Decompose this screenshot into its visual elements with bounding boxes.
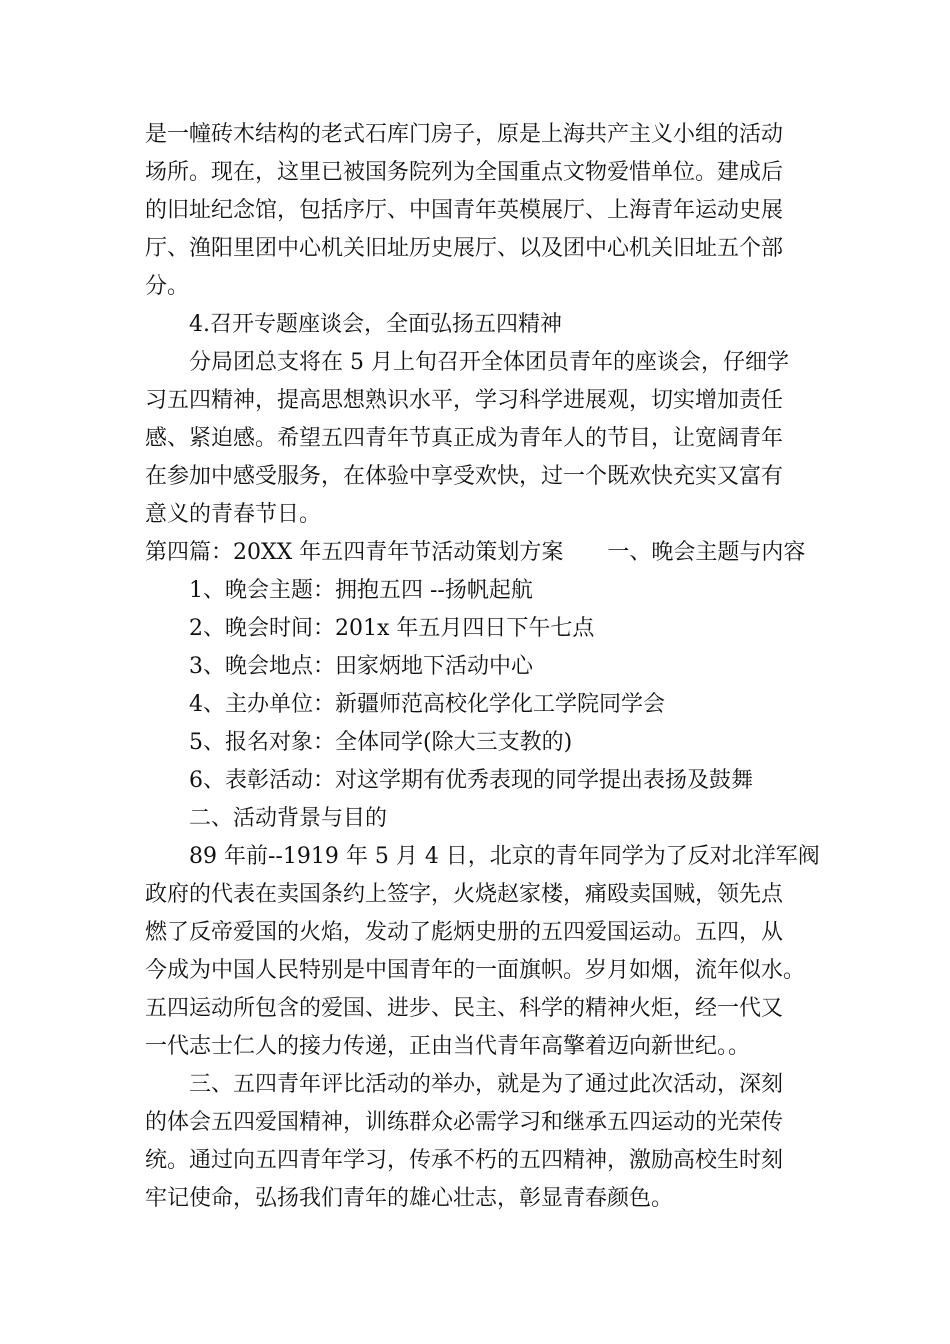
text-line: 是一幢砖木结构的老式石库门房子，原是上海共产主义小组的活动 — [145, 122, 784, 147]
text-line: 89 年前--1919 年 5 月 4 日，北京的青年同学为了反对北洋军阀 — [189, 844, 820, 869]
chapter-subtitle: 一、晚会主题与内容 — [607, 540, 806, 565]
text-line: 一代志士仁人的接力传递，正由当代青年高擎着迈向新世纪。。 — [145, 1034, 751, 1059]
list-item: 6、表彰活动：对这学期有优秀表现的同学提出表扬及鼓舞 — [189, 768, 753, 793]
text-line: 的体会五四爱国精神，训练群众必需学习和继承五四运动的光荣传 — [145, 1110, 784, 1135]
text-line: 的旧址纪念馆，包括序厅、中国青年英模展厅、上海青年运动史展 — [145, 198, 784, 223]
text-line: 在参加中感受服务，在体验中享受欢快，过一个既欢快充实又富有 — [145, 464, 784, 489]
text-line: 统。通过向五四青年学习，传承不朽的五四精神，激励高校生时刻 — [145, 1148, 784, 1173]
chapter-title: 第四篇：20XX 年五四青年节活动策划方案 — [145, 540, 564, 565]
text-line: 燃了反帝爱国的火焰，发动了彪炳史册的五四爱国运动。五四，从 — [145, 920, 784, 945]
text-line: 场所。现在，这里已被国务院列为全国重点文物爱惜单位。建成后 — [145, 160, 784, 185]
text-line: 分。 — [145, 274, 190, 299]
list-item: 1、晚会主题：拥抱五四 --扬帆起航 — [189, 578, 533, 603]
text-line: 三、五四青年评比活动的举办，就是为了通过此次活动，深刻 — [189, 1072, 784, 1097]
text-line: 五四运动所包含的爱国、进步、民主、科学的精神火炬，经一代又 — [145, 996, 784, 1021]
text-line: 牢记使命，弘扬我们青年的雄心壮志，彰显青春颜色。 — [145, 1186, 674, 1211]
text-line: 感、紧迫感。希望五四青年节真正成为青年人的节目，让宽阔青年 — [145, 426, 784, 451]
text-line: 厅、渔阳里团中心机关旧址历史展厅、以及团中心机关旧址五个部 — [145, 236, 784, 261]
text-line: 政府的代表在卖国条约上签字，火烧赵家楼，痛殴卖国贼，领先点 — [145, 882, 784, 907]
text-line: 意义的青春节日。 — [145, 502, 322, 527]
section-heading: 二、活动背景与目的 — [189, 806, 388, 831]
text-line: 今成为中国人民特别是中国青年的一面旗帜。岁月如烟，流年似水。 — [145, 958, 806, 983]
chapter-heading — [145, 534, 825, 572]
text-line: 分局团总支将在 5 月上旬召开全体团员青年的座谈会，仔细学 — [189, 350, 789, 375]
list-item: 3、晚会地点：田家炳地下活动中心 — [189, 654, 533, 679]
document-body — [145, 116, 825, 1218]
list-item: 4、主办单位：新疆师范高校化学化工学院同学会 — [189, 692, 665, 717]
list-item: 2、晚会时间：201x 年五月四日下午七点 — [189, 616, 595, 641]
section-heading: 4.召开专题座谈会，全面弘扬五四精神 — [189, 312, 562, 337]
text-line: 习五四精神，提高思想熟识水平，学习科学进展观，切实增加责任 — [145, 388, 784, 413]
list-item: 5、报名对象：全体同学(除大三支教的) — [189, 730, 573, 755]
